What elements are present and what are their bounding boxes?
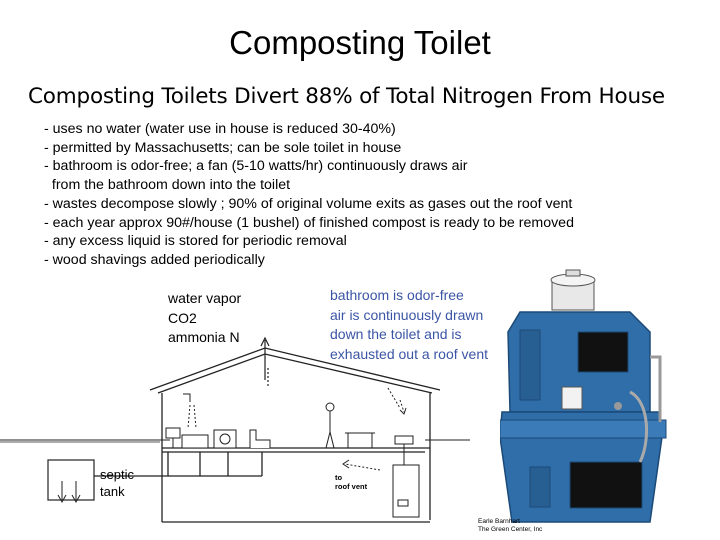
bullet-item: - wood shavings added periodically (44, 251, 265, 268)
bullet-item: - bathroom is odor-free; a fan (5-10 watts/hr) continuously draws air (44, 158, 468, 175)
bullet-item: - permitted by Massachusetts; can be sole toilet in house (44, 139, 402, 156)
toilet-fixture-icon (250, 430, 270, 448)
septic-tank-label (100, 466, 134, 500)
slide-title: Composting Toilet (229, 24, 491, 61)
photo-credit (478, 518, 542, 534)
bullet-item: - wastes decompose slowly ; 90% of original volume exits as gases out the roof vent (44, 195, 573, 212)
septic-label-line: tank (100, 484, 125, 499)
composting-unit-diagram (393, 465, 419, 517)
odor-note-line: down the toilet and is (330, 326, 462, 342)
composting-unit-photo (500, 262, 670, 524)
gas-item: water vapor (168, 290, 242, 306)
upper-window (578, 332, 628, 372)
odor-note-line: bathroom is odor-free (330, 287, 464, 303)
roof-vent-label (335, 473, 367, 491)
roof-vent-label-line: to (335, 473, 343, 482)
bullet-item: - uses no water (water use in house is reduced 30-40%) (44, 121, 396, 137)
credit-line: Earle Barnhart (478, 518, 520, 525)
vent-arrow-icon (261, 338, 269, 386)
gas-item: ammonia N (168, 329, 240, 345)
lower-window (570, 462, 642, 508)
credit-line: The Green Center, Inc (478, 526, 543, 533)
bullet-item: - each year approx 90#/house (1 bushel) of finished compost is ready to be removed (44, 214, 574, 231)
roof-vent-label-line: roof vent (335, 482, 368, 491)
bullet-list (44, 120, 574, 270)
septic-tank (48, 460, 94, 500)
sink-icon (166, 428, 180, 438)
bullet-item: - any excess liquid is stored for periodic removal (44, 233, 347, 250)
label-sticker (562, 387, 582, 409)
odor-note-line: air is continuously drawn (330, 306, 484, 323)
septic-label-line: septic (100, 467, 134, 482)
odor-note (330, 286, 488, 364)
gas-item: CO2 (168, 309, 197, 326)
shower-icon (183, 394, 190, 402)
slide-subtitle: Composting Toilets Divert 88% of Total Nitrogen From House (28, 84, 665, 109)
bullet-item: from the bathroom down into the toilet (44, 177, 291, 194)
odor-note-line: exhausted out a roof vent (330, 345, 488, 362)
toilet-seat-icon (395, 436, 413, 444)
person-icon (326, 403, 334, 411)
gas-list (168, 289, 241, 348)
